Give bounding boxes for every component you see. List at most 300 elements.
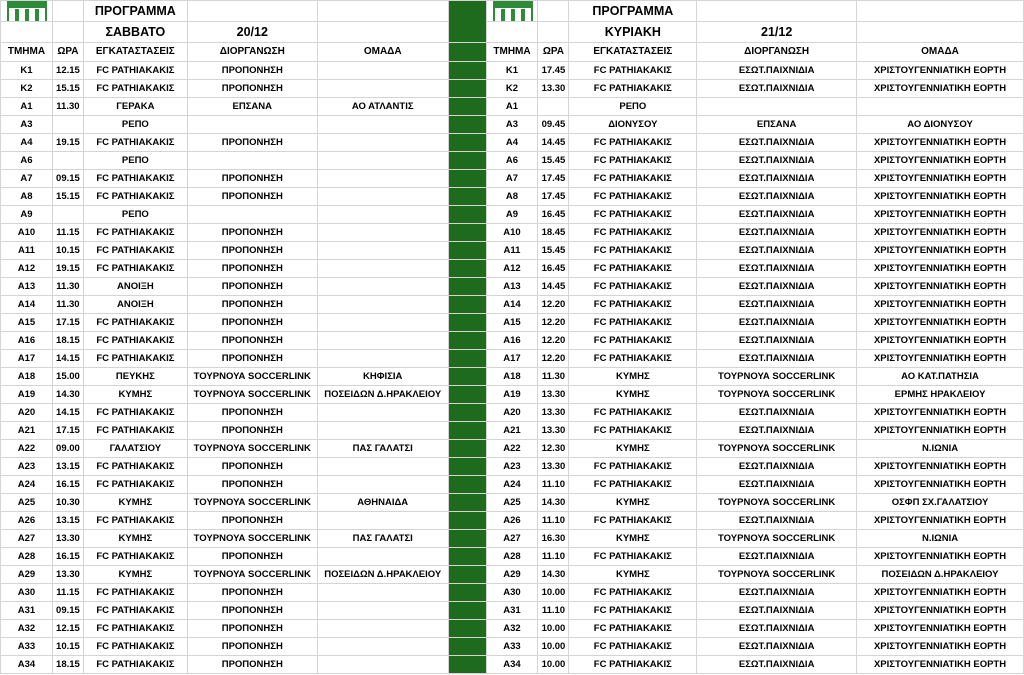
saturday-competition-cell: ΠΡΟΠΟΝΗΣΗ <box>187 476 317 494</box>
sunday-competition-cell: ΤΟΥΡΝΟΥΑ SOCCERLINK <box>697 530 857 548</box>
saturday-competition-cell: ΕΠΣΑΝΑ <box>187 98 317 116</box>
sunday-venue-cell: FC ΡΑΤΗΙΑΚΑΚΙΣ <box>569 602 697 620</box>
table-row <box>1 278 1024 296</box>
saturday-team-code-cell: A17 <box>1 350 53 368</box>
right-day: ΚΥΡΙΑΚΗ <box>569 22 697 43</box>
saturday-competition-cell: ΠΡΟΠΟΝΗΣΗ <box>187 350 317 368</box>
sunday-team-code-cell: A13 <box>486 278 538 296</box>
sunday-venue-cell: FC ΡΑΤΗΙΑΚΑΚΙΣ <box>569 350 697 368</box>
sunday-venue-cell: FC ΡΑΤΗΙΑΚΑΚΙΣ <box>569 422 697 440</box>
sunday-opponent-cell: ΧΡΙΣΤΟΥΓΕΝΝΙΑΤΙΚΗ ΕΟΡΤΗ <box>857 656 1024 674</box>
table-row <box>1 350 1024 368</box>
sunday-team-code-cell: K2 <box>486 80 538 98</box>
saturday-team-code-cell: A7 <box>1 170 53 188</box>
saturday-team-code-cell: A18 <box>1 368 53 386</box>
sunday-team-code-cell: A17 <box>486 350 538 368</box>
right-col-header: ΟΜΑΔΑ <box>857 43 1024 62</box>
sunday-time-cell: 10.00 <box>538 584 569 602</box>
saturday-opponent-cell <box>317 404 448 422</box>
saturday-team-code-cell: A24 <box>1 476 53 494</box>
table-row <box>1 530 1024 548</box>
sunday-venue-cell: FC ΡΑΤΗΙΑΚΑΚΙΣ <box>569 170 697 188</box>
saturday-team-code-cell: K2 <box>1 80 53 98</box>
saturday-opponent-cell <box>317 296 448 314</box>
sunday-venue-cell: FC ΡΑΤΗΙΑΚΑΚΙΣ <box>569 206 697 224</box>
saturday-team-code-cell: A34 <box>1 656 53 674</box>
saturday-team-code-cell: A32 <box>1 620 53 638</box>
sunday-opponent-cell: ΧΡΙΣΤΟΥΓΕΝΝΙΑΤΙΚΗ ΕΟΡΤΗ <box>857 458 1024 476</box>
saturday-competition-cell <box>187 116 317 134</box>
sunday-team-code-cell: A25 <box>486 494 538 512</box>
saturday-competition-cell <box>187 152 317 170</box>
green-separator <box>448 656 486 674</box>
saturday-time-cell: 12.15 <box>52 620 83 638</box>
left-title: ΠΡΟΓΡΑΜΜΑ <box>83 1 187 22</box>
sunday-venue-cell: FC ΡΑΤΗΙΑΚΑΚΙΣ <box>569 404 697 422</box>
green-separator <box>448 548 486 566</box>
saturday-team-code-cell: A10 <box>1 224 53 242</box>
saturday-competition-cell: ΠΡΟΠΟΝΗΣΗ <box>187 242 317 260</box>
sunday-opponent-cell: Ν.ΙΩΝΙΑ <box>857 440 1024 458</box>
sunday-time-cell: 10.00 <box>538 656 569 674</box>
left-col-header: ΤΜΗΜΑ <box>1 43 53 62</box>
sunday-opponent-cell: ΧΡΙΣΤΟΥΓΕΝΝΙΑΤΙΚΗ ΕΟΡΤΗ <box>857 206 1024 224</box>
sunday-opponent-cell: ΟΣΦΠ ΣΧ.ΓΑΛΑΤΣΙΟΥ <box>857 494 1024 512</box>
saturday-time-cell <box>52 206 83 224</box>
sunday-competition-cell: ΕΣΩΤ.ΠΑΙΧΝΙΔΙΑ <box>697 314 857 332</box>
sunday-team-code-cell: A23 <box>486 458 538 476</box>
sunday-team-code-cell: A11 <box>486 242 538 260</box>
saturday-opponent-cell <box>317 242 448 260</box>
table-row <box>1 242 1024 260</box>
saturday-team-code-cell: A27 <box>1 530 53 548</box>
sunday-time-cell: 13.30 <box>538 404 569 422</box>
table-row <box>1 638 1024 656</box>
saturday-competition-cell: ΠΡΟΠΟΝΗΣΗ <box>187 62 317 80</box>
sunday-venue-cell: ΚΥΜΗΣ <box>569 440 697 458</box>
sunday-opponent-cell: ΧΡΙΣΤΟΥΓΕΝΝΙΑΤΙΚΗ ΕΟΡΤΗ <box>857 422 1024 440</box>
sunday-competition-cell: ΕΣΩΤ.ΠΑΙΧΝΙΔΙΑ <box>697 584 857 602</box>
saturday-competition-cell: ΠΡΟΠΟΝΗΣΗ <box>187 656 317 674</box>
saturday-time-cell: 12.15 <box>52 62 83 80</box>
saturday-venue-cell: FC ΡΑΤΗΙΑΚΑΚΙΣ <box>83 602 187 620</box>
saturday-venue-cell: FC ΡΑΤΗΙΑΚΑΚΙΣ <box>83 62 187 80</box>
sunday-team-code-cell: A24 <box>486 476 538 494</box>
sunday-team-code-cell: A1 <box>486 98 538 116</box>
right-logo-cell <box>486 1 538 22</box>
sunday-opponent-cell: ΕΡΜΗΣ ΗΡΑΚΛΕΙΟΥ <box>857 386 1024 404</box>
sunday-time-cell: 12.20 <box>538 296 569 314</box>
sunday-competition-cell: ΕΣΩΤ.ΠΑΙΧΝΙΔΙΑ <box>697 296 857 314</box>
saturday-time-cell: 18.15 <box>52 656 83 674</box>
saturday-opponent-cell <box>317 260 448 278</box>
right-col-header: ΤΜΗΜΑ <box>486 43 538 62</box>
saturday-venue-cell: ΚΥΜΗΣ <box>83 386 187 404</box>
table-row <box>1 548 1024 566</box>
sunday-opponent-cell: ΧΡΙΣΤΟΥΓΕΝΝΙΑΤΙΚΗ ΕΟΡΤΗ <box>857 80 1024 98</box>
saturday-opponent-cell: ΠΟΣΕΙΔΩΝ Δ.ΗΡΑΚΛΕΙΟΥ <box>317 386 448 404</box>
saturday-venue-cell: FC ΡΑΤΗΙΑΚΑΚΙΣ <box>83 224 187 242</box>
saturday-opponent-cell <box>317 206 448 224</box>
sunday-team-code-cell: A29 <box>486 566 538 584</box>
right-col-header: ΩΡΑ <box>538 43 569 62</box>
sunday-competition-cell: ΕΣΩΤ.ΠΑΙΧΝΙΔΙΑ <box>697 278 857 296</box>
saturday-venue-cell: FC ΡΑΤΗΙΑΚΑΚΙΣ <box>83 80 187 98</box>
green-separator <box>448 242 486 260</box>
saturday-opponent-cell <box>317 314 448 332</box>
sunday-team-code-cell: A34 <box>486 656 538 674</box>
sunday-competition-cell: ΕΣΩΤ.ΠΑΙΧΝΙΔΙΑ <box>697 620 857 638</box>
sunday-opponent-cell: ΧΡΙΣΤΟΥΓΕΝΝΙΑΤΙΚΗ ΕΟΡΤΗ <box>857 404 1024 422</box>
sunday-venue-cell: FC ΡΑΤΗΙΑΚΑΚΙΣ <box>569 332 697 350</box>
saturday-time-cell: 10.15 <box>52 638 83 656</box>
sunday-opponent-cell <box>857 98 1024 116</box>
left-col-header: ΩΡΑ <box>52 43 83 62</box>
saturday-time-cell: 18.15 <box>52 332 83 350</box>
saturday-team-code-cell: A28 <box>1 548 53 566</box>
sunday-team-code-cell: A15 <box>486 314 538 332</box>
sunday-time-cell: 17.45 <box>538 62 569 80</box>
saturday-time-cell: 13.30 <box>52 530 83 548</box>
saturday-competition-cell: ΠΡΟΠΟΝΗΣΗ <box>187 224 317 242</box>
saturday-opponent-cell: ΠΟΣΕΙΔΩΝ Δ.ΗΡΑΚΛΕΙΟΥ <box>317 566 448 584</box>
sunday-team-code-cell: A26 <box>486 512 538 530</box>
saturday-venue-cell: FC ΡΑΤΗΙΑΚΑΚΙΣ <box>83 476 187 494</box>
sunday-time-cell: 11.10 <box>538 476 569 494</box>
saturday-competition-cell: ΤΟΥΡΝΟΥΑ SOCCERLINK <box>187 440 317 458</box>
table-row <box>1 116 1024 134</box>
table-row <box>1 188 1024 206</box>
saturday-time-cell: 14.15 <box>52 404 83 422</box>
club-shield-icon <box>491 1 535 22</box>
sunday-venue-cell: FC ΡΑΤΗΙΑΚΑΚΙΣ <box>569 656 697 674</box>
sunday-competition-cell: ΕΣΩΤ.ΠΑΙΧΝΙΔΙΑ <box>697 260 857 278</box>
sunday-venue-cell: FC ΡΑΤΗΙΑΚΑΚΙΣ <box>569 134 697 152</box>
sunday-time-cell: 11.10 <box>538 512 569 530</box>
sunday-venue-cell: FC ΡΑΤΗΙΑΚΑΚΙΣ <box>569 458 697 476</box>
green-separator <box>448 260 486 278</box>
saturday-opponent-cell <box>317 116 448 134</box>
table-row <box>1 422 1024 440</box>
saturday-team-code-cell: A4 <box>1 134 53 152</box>
table-row <box>1 314 1024 332</box>
left-title-blank <box>52 1 83 22</box>
right-col-header: ΕΓΚΑΤΑΣΤΑΣΕΙΣ <box>569 43 697 62</box>
sunday-opponent-cell: ΧΡΙΣΤΟΥΓΕΝΝΙΑΤΙΚΗ ΕΟΡΤΗ <box>857 638 1024 656</box>
saturday-team-code-cell: A8 <box>1 188 53 206</box>
saturday-opponent-cell: ΑΟ ΑΤΛΑΝΤΙΣ <box>317 98 448 116</box>
saturday-opponent-cell <box>317 548 448 566</box>
sunday-opponent-cell: ΧΡΙΣΤΟΥΓΕΝΝΙΑΤΙΚΗ ΕΟΡΤΗ <box>857 584 1024 602</box>
table-row <box>1 62 1024 80</box>
saturday-time-cell: 11.30 <box>52 278 83 296</box>
table-row <box>1 170 1024 188</box>
sunday-venue-cell: FC ΡΑΤΗΙΑΚΑΚΙΣ <box>569 152 697 170</box>
saturday-opponent-cell <box>317 422 448 440</box>
sunday-venue-cell: ΚΥΜΗΣ <box>569 494 697 512</box>
right-col-header: ΔΙΟΡΓΑΝΩΣΗ <box>697 43 857 62</box>
sunday-time-cell: 10.00 <box>538 638 569 656</box>
right-title: ΠΡΟΓΡΑΜΜΑ <box>569 1 697 22</box>
saturday-opponent-cell <box>317 602 448 620</box>
saturday-team-code-cell: A33 <box>1 638 53 656</box>
green-separator <box>448 98 486 116</box>
saturday-venue-cell: FC ΡΑΤΗΙΑΚΑΚΙΣ <box>83 242 187 260</box>
saturday-competition-cell: ΠΡΟΠΟΝΗΣΗ <box>187 620 317 638</box>
saturday-competition-cell: ΤΟΥΡΝΟΥΑ SOCCERLINK <box>187 530 317 548</box>
saturday-competition-cell: ΤΟΥΡΝΟΥΑ SOCCERLINK <box>187 494 317 512</box>
sunday-venue-cell: FC ΡΑΤΗΙΑΚΑΚΙΣ <box>569 278 697 296</box>
saturday-time-cell: 11.30 <box>52 98 83 116</box>
green-separator <box>448 152 486 170</box>
sunday-team-code-cell: A27 <box>486 530 538 548</box>
sunday-competition-cell: ΕΠΣΑΝΑ <box>697 116 857 134</box>
saturday-opponent-cell: ΚΗΦΙΣΙΑ <box>317 368 448 386</box>
sunday-competition-cell: ΕΣΩΤ.ΠΑΙΧΝΙΔΙΑ <box>697 242 857 260</box>
sunday-opponent-cell: ΧΡΙΣΤΟΥΓΕΝΝΙΑΤΙΚΗ ΕΟΡΤΗ <box>857 548 1024 566</box>
sunday-opponent-cell: ΧΡΙΣΤΟΥΓΕΝΝΙΑΤΙΚΗ ΕΟΡΤΗ <box>857 170 1024 188</box>
saturday-time-cell: 15.15 <box>52 80 83 98</box>
green-separator <box>448 188 486 206</box>
table-row <box>1 512 1024 530</box>
saturday-competition-cell: ΠΡΟΠΟΝΗΣΗ <box>187 332 317 350</box>
saturday-venue-cell: FC ΡΑΤΗΙΑΚΑΚΙΣ <box>83 656 187 674</box>
saturday-competition-cell: ΠΡΟΠΟΝΗΣΗ <box>187 278 317 296</box>
sunday-venue-cell: FC ΡΑΤΗΙΑΚΑΚΙΣ <box>569 638 697 656</box>
saturday-team-code-cell: A31 <box>1 602 53 620</box>
saturday-venue-cell: FC ΡΑΤΗΙΑΚΑΚΙΣ <box>83 422 187 440</box>
saturday-venue-cell: ΑΝΟΙΞΗ <box>83 296 187 314</box>
saturday-competition-cell: ΠΡΟΠΟΝΗΣΗ <box>187 602 317 620</box>
sunday-opponent-cell: ΧΡΙΣΤΟΥΓΕΝΝΙΑΤΙΚΗ ΕΟΡΤΗ <box>857 260 1024 278</box>
saturday-competition-cell: ΠΡΟΠΟΝΗΣΗ <box>187 188 317 206</box>
saturday-opponent-cell <box>317 476 448 494</box>
sunday-competition-cell: ΤΟΥΡΝΟΥΑ SOCCERLINK <box>697 566 857 584</box>
saturday-venue-cell: FC ΡΑΤΗΙΑΚΑΚΙΣ <box>83 314 187 332</box>
saturday-team-code-cell: A26 <box>1 512 53 530</box>
saturday-competition-cell: ΠΡΟΠΟΝΗΣΗ <box>187 548 317 566</box>
sunday-team-code-cell: A33 <box>486 638 538 656</box>
green-separator <box>448 602 486 620</box>
sunday-team-code-cell: A31 <box>486 602 538 620</box>
saturday-venue-cell: ΚΥΜΗΣ <box>83 530 187 548</box>
green-separator <box>448 224 486 242</box>
green-separator <box>448 620 486 638</box>
saturday-team-code-cell: A22 <box>1 440 53 458</box>
sunday-competition-cell: ΕΣΩΤ.ΠΑΙΧΝΙΔΙΑ <box>697 188 857 206</box>
sunday-competition-cell <box>697 98 857 116</box>
green-separator <box>448 350 486 368</box>
saturday-competition-cell: ΠΡΟΠΟΝΗΣΗ <box>187 80 317 98</box>
saturday-time-cell: 16.15 <box>52 548 83 566</box>
saturday-competition-cell: ΠΡΟΠΟΝΗΣΗ <box>187 404 317 422</box>
saturday-opponent-cell <box>317 188 448 206</box>
table-row <box>1 332 1024 350</box>
sunday-time-cell: 12.20 <box>538 314 569 332</box>
saturday-venue-cell: ΡΕΠΟ <box>83 116 187 134</box>
saturday-venue-cell: FC ΡΑΤΗΙΑΚΑΚΙΣ <box>83 584 187 602</box>
saturday-competition-cell: ΤΟΥΡΝΟΥΑ SOCCERLINK <box>187 566 317 584</box>
table-row <box>1 296 1024 314</box>
saturday-competition-cell: ΠΡΟΠΟΝΗΣΗ <box>187 512 317 530</box>
saturday-venue-cell: FC ΡΑΤΗΙΑΚΑΚΙΣ <box>83 458 187 476</box>
saturday-venue-cell: FC ΡΑΤΗΙΑΚΑΚΙΣ <box>83 332 187 350</box>
green-separator <box>448 512 486 530</box>
sunday-opponent-cell: ΧΡΙΣΤΟΥΓΕΝΝΙΑΤΙΚΗ ΕΟΡΤΗ <box>857 224 1024 242</box>
sunday-competition-cell: ΕΣΩΤ.ΠΑΙΧΝΙΔΙΑ <box>697 332 857 350</box>
saturday-venue-cell: FC ΡΑΤΗΙΑΚΑΚΙΣ <box>83 512 187 530</box>
saturday-team-code-cell: A25 <box>1 494 53 512</box>
saturday-time-cell: 13.15 <box>52 512 83 530</box>
saturday-team-code-cell: A30 <box>1 584 53 602</box>
sunday-time-cell <box>538 98 569 116</box>
sunday-team-code-cell: A7 <box>486 170 538 188</box>
saturday-team-code-cell: A9 <box>1 206 53 224</box>
sunday-time-cell: 11.10 <box>538 548 569 566</box>
saturday-competition-cell <box>187 206 317 224</box>
sunday-time-cell: 14.45 <box>538 134 569 152</box>
saturday-opponent-cell <box>317 350 448 368</box>
saturday-competition-cell: ΠΡΟΠΟΝΗΣΗ <box>187 458 317 476</box>
sunday-time-cell: 14.30 <box>538 566 569 584</box>
sunday-competition-cell: ΕΣΩΤ.ΠΑΙΧΝΙΔΙΑ <box>697 62 857 80</box>
sunday-competition-cell: ΕΣΩΤ.ΠΑΙΧΝΙΔΙΑ <box>697 152 857 170</box>
right-date: 21/12 <box>697 22 857 43</box>
sunday-time-cell: 17.45 <box>538 188 569 206</box>
sunday-time-cell: 16.30 <box>538 530 569 548</box>
saturday-time-cell: 13.15 <box>52 458 83 476</box>
table-row <box>1 224 1024 242</box>
sunday-opponent-cell: ΧΡΙΣΤΟΥΓΕΝΝΙΑΤΙΚΗ ΕΟΡΤΗ <box>857 476 1024 494</box>
saturday-opponent-cell <box>317 512 448 530</box>
saturday-team-code-cell: A20 <box>1 404 53 422</box>
saturday-time-cell: 09.00 <box>52 440 83 458</box>
sunday-time-cell: 14.30 <box>538 494 569 512</box>
sunday-team-code-cell: A22 <box>486 440 538 458</box>
green-separator <box>448 422 486 440</box>
sunday-opponent-cell: ΧΡΙΣΤΟΥΓΕΝΝΙΑΤΙΚΗ ΕΟΡΤΗ <box>857 314 1024 332</box>
saturday-time-cell <box>52 116 83 134</box>
green-separator <box>448 494 486 512</box>
saturday-opponent-cell <box>317 224 448 242</box>
saturday-venue-cell: ΠΕΥΚΗΣ <box>83 368 187 386</box>
sunday-venue-cell: FC ΡΑΤΗΙΑΚΑΚΙΣ <box>569 512 697 530</box>
sunday-competition-cell: ΕΣΩΤ.ΠΑΙΧΝΙΔΙΑ <box>697 656 857 674</box>
saturday-time-cell: 13.30 <box>52 566 83 584</box>
green-separator <box>448 440 486 458</box>
table-row <box>1 134 1024 152</box>
sunday-competition-cell: ΤΟΥΡΝΟΥΑ SOCCERLINK <box>697 494 857 512</box>
sunday-venue-cell: ΚΥΜΗΣ <box>569 530 697 548</box>
sunday-opponent-cell: ΧΡΙΣΤΟΥΓΕΝΝΙΑΤΙΚΗ ΕΟΡΤΗ <box>857 602 1024 620</box>
saturday-team-code-cell: A15 <box>1 314 53 332</box>
sunday-time-cell: 11.10 <box>538 602 569 620</box>
saturday-opponent-cell <box>317 620 448 638</box>
green-separator <box>448 62 486 80</box>
saturday-team-code-cell: A1 <box>1 98 53 116</box>
sunday-venue-cell: FC ΡΑΤΗΙΑΚΑΚΙΣ <box>569 62 697 80</box>
green-separator <box>448 332 486 350</box>
saturday-competition-cell: ΠΡΟΠΟΝΗΣΗ <box>187 314 317 332</box>
sunday-opponent-cell: ΧΡΙΣΤΟΥΓΕΝΝΙΑΤΙΚΗ ΕΟΡΤΗ <box>857 296 1024 314</box>
saturday-competition-cell: ΠΡΟΠΟΝΗΣΗ <box>187 296 317 314</box>
saturday-team-code-cell: A29 <box>1 566 53 584</box>
sunday-competition-cell: ΕΣΩΤ.ΠΑΙΧΝΙΔΙΑ <box>697 404 857 422</box>
sunday-competition-cell: ΤΟΥΡΝΟΥΑ SOCCERLINK <box>697 368 857 386</box>
table-row <box>1 206 1024 224</box>
sunday-opponent-cell: Ν.ΙΩΝΙΑ <box>857 530 1024 548</box>
saturday-time-cell: 14.15 <box>52 350 83 368</box>
sunday-time-cell: 16.45 <box>538 260 569 278</box>
saturday-competition-cell: ΠΡΟΠΟΝΗΣΗ <box>187 638 317 656</box>
sunday-competition-cell: ΕΣΩΤ.ΠΑΙΧΝΙΔΙΑ <box>697 512 857 530</box>
table-row <box>1 386 1024 404</box>
sunday-venue-cell: ΡΕΠΟ <box>569 98 697 116</box>
sunday-time-cell: 12.30 <box>538 440 569 458</box>
sunday-time-cell: 13.30 <box>538 422 569 440</box>
green-separator <box>448 314 486 332</box>
table-row <box>1 98 1024 116</box>
sunday-time-cell: 14.45 <box>538 278 569 296</box>
saturday-venue-cell: FC ΡΑΤΗΙΑΚΑΚΙΣ <box>83 638 187 656</box>
saturday-competition-cell: ΠΡΟΠΟΝΗΣΗ <box>187 422 317 440</box>
saturday-venue-cell: ΡΕΠΟ <box>83 152 187 170</box>
sunday-opponent-cell: ΧΡΙΣΤΟΥΓΕΝΝΙΑΤΙΚΗ ΕΟΡΤΗ <box>857 188 1024 206</box>
saturday-team-code-cell: A13 <box>1 278 53 296</box>
sunday-opponent-cell: ΧΡΙΣΤΟΥΓΕΝΝΙΑΤΙΚΗ ΕΟΡΤΗ <box>857 278 1024 296</box>
saturday-competition-cell: ΤΟΥΡΝΟΥΑ SOCCERLINK <box>187 386 317 404</box>
saturday-venue-cell: FC ΡΑΤΗΙΑΚΑΚΙΣ <box>83 620 187 638</box>
green-separator <box>448 116 486 134</box>
club-shield-icon <box>5 1 49 22</box>
saturday-competition-cell: ΠΡΟΠΟΝΗΣΗ <box>187 260 317 278</box>
sunday-time-cell: 15.45 <box>538 152 569 170</box>
table-row <box>1 656 1024 674</box>
sunday-time-cell: 17.45 <box>538 170 569 188</box>
sunday-competition-cell: ΕΣΩΤ.ΠΑΙΧΝΙΔΙΑ <box>697 548 857 566</box>
green-separator <box>448 170 486 188</box>
saturday-time-cell: 15.15 <box>52 188 83 206</box>
green-separator <box>448 566 486 584</box>
green-separator <box>448 368 486 386</box>
saturday-opponent-cell <box>317 278 448 296</box>
saturday-team-code-cell: A16 <box>1 332 53 350</box>
table-row <box>1 602 1024 620</box>
sunday-competition-cell: ΕΣΩΤ.ΠΑΙΧΝΙΔΙΑ <box>697 80 857 98</box>
green-separator <box>448 638 486 656</box>
green-separator <box>448 206 486 224</box>
sunday-opponent-cell: ΠΟΣΕΙΔΩΝ Δ.ΗΡΑΚΛΕΙΟΥ <box>857 566 1024 584</box>
saturday-time-cell: 09.15 <box>52 170 83 188</box>
table-row <box>1 458 1024 476</box>
sunday-competition-cell: ΤΟΥΡΝΟΥΑ SOCCERLINK <box>697 386 857 404</box>
sunday-competition-cell: ΕΣΩΤ.ΠΑΙΧΝΙΔΙΑ <box>697 476 857 494</box>
sunday-competition-cell: ΕΣΩΤ.ΠΑΙΧΝΙΔΙΑ <box>697 206 857 224</box>
saturday-time-cell: 14.30 <box>52 386 83 404</box>
saturday-team-code-cell: K1 <box>1 62 53 80</box>
left-day: ΣΑΒΒΑΤΟ <box>83 22 187 43</box>
saturday-opponent-cell <box>317 656 448 674</box>
sunday-competition-cell: ΕΣΩΤ.ΠΑΙΧΝΙΔΙΑ <box>697 602 857 620</box>
table-row <box>1 566 1024 584</box>
saturday-venue-cell: ΑΝΟΙΞΗ <box>83 278 187 296</box>
saturday-opponent-cell <box>317 584 448 602</box>
saturday-team-code-cell: A6 <box>1 152 53 170</box>
sunday-team-code-cell: A32 <box>486 620 538 638</box>
sunday-time-cell: 15.45 <box>538 242 569 260</box>
saturday-opponent-cell <box>317 170 448 188</box>
sunday-venue-cell: FC ΡΑΤΗΙΑΚΑΚΙΣ <box>569 548 697 566</box>
